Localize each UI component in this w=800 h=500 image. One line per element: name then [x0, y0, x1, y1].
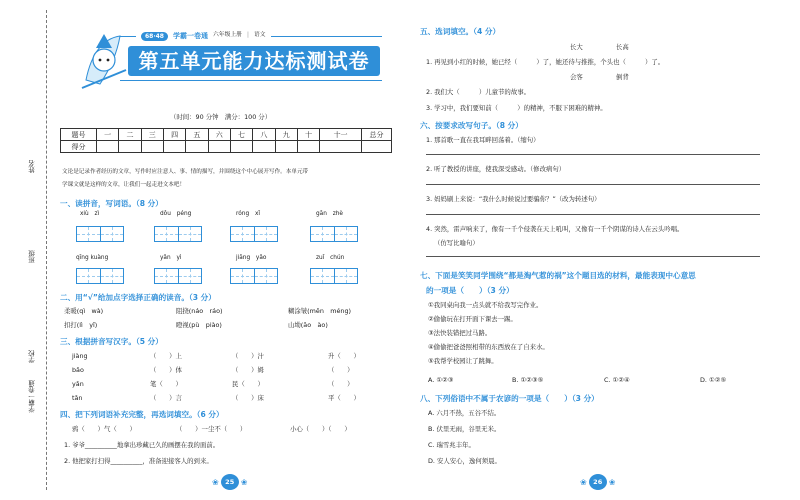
s3-blank[interactable]: 升（ ） — [328, 352, 360, 360]
writing-box[interactable] — [310, 226, 358, 242]
intro-line-1: 文论是记录作者经历的文章，写作时应注意人、事、情的描写，并围绕这个中心展开写作。本单元带 — [62, 169, 309, 175]
section-4-title: 四、把下列词语补充完整，再选词填空。（6 分） — [60, 410, 224, 419]
gutter-school-label: 学校 — [28, 350, 36, 363]
reading-choice[interactable]: 阻挠(náo ráo) — [176, 307, 223, 315]
reading-choice[interactable]: 山坳(āo ào) — [288, 321, 328, 329]
word-bank-item: 会客 — [570, 73, 583, 81]
section-8-title: 八、下列俗语中不属于农谚的一项是（ ）（3 分） — [420, 394, 599, 403]
pinyin-2-3: jiāng yǎo — [236, 255, 267, 261]
answer-line[interactable] — [426, 184, 760, 185]
s6-question-4: 4. 突然，雷声响来了，像有一千个侵袭在天上吼叫，又像有一千个阴谋的诗人在云头吟唱。 — [426, 225, 684, 233]
pinyin-1-2: dǒu péng — [160, 211, 192, 217]
writing-box[interactable] — [230, 226, 278, 242]
score-col: 一 — [97, 129, 119, 141]
writing-box[interactable] — [76, 268, 124, 284]
s3-pinyin: bǎo — [72, 366, 84, 374]
pinyin-2-4: zuǐ chún — [316, 255, 345, 261]
subject-label: 语文 — [253, 32, 266, 39]
score-total-label: 总分 — [362, 129, 392, 141]
choice-option-c[interactable]: C. ①②④ — [604, 376, 630, 384]
score-col: 八 — [253, 129, 275, 141]
s5-question-3[interactable]: 3. 学习中，我们要知前（ ）的精神，不服下困难的精神。 — [426, 104, 607, 112]
score-col: 十 — [297, 129, 319, 141]
gutter-series-label: 学霸一卷通 — [28, 380, 36, 413]
score-col: 七 — [230, 129, 252, 141]
s3-blank[interactable]: 笔（ ） — [150, 380, 182, 388]
series-banner: 68·48 学霸一卷通 六年级上册 | 语文 — [120, 30, 382, 42]
s3-blank[interactable]: 民（ ） — [232, 380, 264, 388]
s3-pinyin: yǎn — [72, 380, 84, 388]
choice-option-a[interactable]: A. 六月不热，五谷不结。 — [428, 409, 501, 417]
reading-choice[interactable]: 柔暖(qì wà) — [64, 307, 104, 315]
score-col: 五 — [186, 129, 208, 141]
s3-blank[interactable]: （ ） — [328, 366, 354, 374]
idiom-blank[interactable]: 鸦（ ）气（ ） — [72, 425, 136, 433]
writing-box[interactable] — [230, 268, 278, 284]
choice-option-d[interactable]: D. ①②⑤ — [700, 376, 727, 384]
s6-question-2: 2. 听了教授的讲座，使我深受感动。（修改病句） — [426, 165, 566, 173]
s3-blank[interactable]: （ ）姆 — [232, 366, 264, 374]
idiom-blank[interactable]: （ ）一尘不（ ） — [176, 425, 247, 433]
s4-question-1[interactable]: 1. 爷爷__________地拿出珍藏已久的画摆在我的面前。 — [64, 441, 220, 449]
answer-line[interactable] — [426, 214, 760, 215]
choice-option-b[interactable]: B. ①②③⑤ — [512, 376, 544, 384]
page-number-badge: 26 — [589, 474, 607, 490]
word-bank-item: 长大 — [570, 43, 583, 51]
gutter-class-label: 班级 — [28, 250, 36, 263]
choice-option-a[interactable]: A. ①②③ — [428, 376, 454, 384]
intro-line-2: 学课文就是这样的文章，让我们一起走进文本吧！ — [62, 182, 186, 188]
score-row-label: 得分 — [61, 141, 97, 153]
pinyin-1-4: gān zhè — [316, 211, 343, 217]
section-1-title: 一、读拼音，写词语。（8 分） — [60, 199, 163, 208]
section-7-title-cont: 的一项是（ ）（3 分） — [426, 286, 514, 295]
score-col: 十一 — [320, 129, 362, 141]
s3-blank[interactable]: （ ） — [328, 380, 354, 388]
s3-blank[interactable]: （ ）汁 — [232, 352, 264, 360]
s3-blank[interactable]: （ ）体 — [150, 366, 182, 374]
s6-question-4-instruction: （仿写比喻句） — [434, 239, 479, 247]
s6-question-3: 3. 妈妈刷上来说：“我什么时候说过要骗你？”（改为转述句） — [426, 195, 601, 203]
binding-line — [46, 10, 47, 490]
series-name: 学霸一卷通 — [172, 31, 208, 40]
section-5-title: 五、选词填空。（4 分） — [420, 27, 501, 36]
reading-choice[interactable]: 扣打(lì yǐ) — [64, 321, 98, 329]
answer-line[interactable] — [426, 154, 760, 155]
material-item: ③法快装错把过马路。 — [428, 329, 492, 337]
page-number-badge: 25 — [221, 474, 239, 490]
reading-choice[interactable]: 瞪视(pù piào) — [176, 321, 222, 329]
score-col: 九 — [275, 129, 297, 141]
answer-line[interactable] — [426, 256, 760, 257]
pinyin-1-1: xiù zì — [80, 211, 100, 217]
score-header-label: 题号 — [61, 129, 97, 141]
material-item: ②偷偷玩在打开面下课去一踢。 — [428, 315, 517, 323]
s3-pinyin: jiàng — [72, 352, 88, 360]
s4-question-2[interactable]: 2. 他把家打扫得__________，准备迎接客人的到来。 — [64, 457, 213, 465]
series-badge: 68·48 — [141, 32, 168, 41]
s5-question-1[interactable]: 1. 再见到小红的时候，她已经（ ）了，她还待与推推，个头也（ ）了。 — [426, 58, 665, 66]
pinyin-2-2: yǎn yì — [160, 255, 182, 261]
s6-question-1: 1. 那首歌一直在我耳畔回荡着。（缩句） — [426, 136, 540, 144]
s3-blank[interactable]: （ ）言 — [150, 394, 182, 402]
section-2-title: 二、用“√”给加点字选择正确的读音。（3 分） — [60, 293, 216, 302]
time-info: （时间：90 分钟 满分：100 分） — [170, 113, 272, 121]
page-title: 第五单元能力达标测试卷 — [128, 46, 380, 76]
material-item: ⑤我帮学校园让了跳舞。 — [428, 357, 498, 365]
score-col: 六 — [208, 129, 230, 141]
writing-box[interactable] — [76, 226, 124, 242]
writing-box[interactable] — [310, 268, 358, 284]
s3-blank[interactable]: 平（ ） — [328, 394, 360, 402]
word-bank-item: 长高 — [616, 43, 629, 51]
choice-option-c[interactable]: C. 瑞雪兆丰年。 — [428, 441, 475, 449]
score-col: 四 — [163, 129, 185, 141]
right-page-number: ❀ 26 ❀ — [580, 474, 615, 490]
pinyin-1-3: róng xǐ — [236, 211, 260, 217]
writing-box[interactable] — [154, 226, 202, 242]
choice-option-d[interactable]: D. 安人安心，逸何须晨。 — [428, 457, 501, 465]
section-6-title: 六、按要求改写句子。（8 分） — [420, 121, 523, 130]
idiom-blank[interactable]: 小心（ ）（ ） — [290, 425, 351, 433]
material-item: ①我同桌向我一点头就不给我写完作业。 — [428, 301, 543, 309]
gutter-name-label: 姓名 — [28, 160, 36, 173]
writing-box[interactable] — [154, 268, 202, 284]
choice-option-b[interactable]: B. 伏里无雨，谷里无米。 — [428, 425, 501, 433]
s5-question-2[interactable]: 2. 我们大（ ）儿童节的故事。 — [426, 88, 530, 96]
s3-blank[interactable]: （ ）上 — [150, 352, 182, 360]
section-3-title: 三、根据拼音写汉字。（5 分） — [60, 337, 163, 346]
left-page-number: ❀ 25 ❀ — [212, 474, 247, 490]
score-table — [60, 128, 392, 153]
reading-choice[interactable]: 糊涂皱(mēn méng) — [288, 307, 352, 315]
word-bank-item: 倒背 — [616, 73, 629, 81]
s3-blank[interactable]: （ ）床 — [232, 394, 264, 402]
pinyin-2-1: qīng kuàng — [76, 255, 109, 261]
material-item: ④偷偷把爸爸照相带的东西放在了自来水。 — [428, 343, 549, 351]
section-7-title: 七、下面是笑笑同学围绕“都是淘气惹的祸”这个题目选的材料，最能表现中心意思 — [420, 271, 696, 280]
score-col: 二 — [119, 129, 141, 141]
score-col: 三 — [141, 129, 163, 141]
grade-label: 六年级上册 — [212, 32, 242, 39]
s3-pinyin: tǎn — [72, 394, 83, 402]
